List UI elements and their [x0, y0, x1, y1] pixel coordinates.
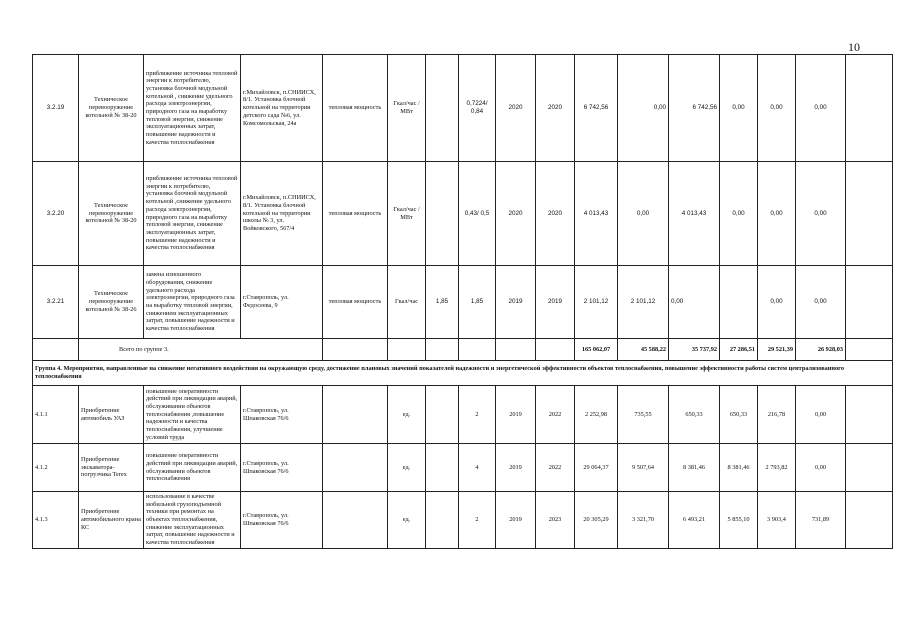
total-cost: 2 101,12: [575, 266, 618, 339]
empty-cell: [323, 492, 388, 549]
quantity: 2: [459, 386, 496, 444]
group-total-2019: 45 588,22: [618, 339, 669, 361]
empty-cell: [846, 55, 893, 162]
start-year: 2020: [496, 162, 536, 266]
measure-purpose: повышение оперативности действий при ликвидации аварий, обслуживании объектов теплоснабжения: [144, 444, 241, 492]
empty-cell: [426, 492, 459, 549]
end-year: 2020: [536, 55, 575, 162]
total-cost: 4 013,43: [575, 162, 618, 266]
table-row: [33, 444, 893, 492]
measure-location: г.Ставрополь, ул. Федосеева, 9: [241, 266, 323, 339]
measure-name: Приобретение автомобиль УАЗ: [79, 386, 144, 444]
table-row: [33, 55, 893, 162]
measure-name: Приобретение автомобильного крана КС: [79, 492, 144, 549]
cost-2019: 0,00: [618, 162, 669, 266]
cost-2022: 0,00: [758, 162, 796, 266]
empty-cell: [846, 444, 893, 492]
empty-cell: [846, 266, 893, 339]
cost-2020: 4 013,43: [669, 162, 720, 266]
cost-2021: [720, 266, 758, 339]
row-number: 4.1.1: [33, 386, 79, 444]
total-cost: 6 742,56: [575, 55, 618, 162]
group-total-label: Всего по группе 3.: [79, 339, 323, 361]
empty-cell: [323, 444, 388, 492]
measure-purpose: замена изношенного оборудования, снижение удельного расхода электроэнергии, природного газа на выработку тепловой энергии, снижением эксплуатационных затрат, повышение надежности и качества теплоснабжения: [144, 266, 241, 339]
cost-2023: 0,00: [796, 444, 846, 492]
empty-cell: [459, 339, 496, 361]
measure-location: г.Ставрополь, ул. Шпаковская 76/6: [241, 444, 323, 492]
measure-unit: ед.: [388, 492, 426, 549]
end-year: 2019: [536, 266, 575, 339]
cost-2020: 0,00: [669, 266, 720, 339]
value-after: 1,85: [459, 266, 496, 339]
group-total-2021: 27 286,51: [720, 339, 758, 361]
empty-cell: [426, 339, 459, 361]
measure-location: г.Михайловск, п.СНИИСХ, 8/1. Установка блочной котельной на территории школы № 3, ул. Войковского, 567/4: [241, 162, 323, 266]
measure-name: Техническое перевооружение котельной № 38-26: [79, 266, 144, 339]
empty-cell: [323, 386, 388, 444]
row-number: 4.1.2: [33, 444, 79, 492]
table-row: [33, 492, 893, 549]
cost-2022: 216,78: [758, 386, 796, 444]
cost-2019: 2 101,12: [618, 266, 669, 339]
measure-characteristic: тепловая мощность: [323, 55, 388, 162]
cost-2023: 0,00: [796, 266, 846, 339]
start-year: 2019: [496, 266, 536, 339]
empty-cell: [536, 339, 575, 361]
group-total-row: [33, 339, 893, 361]
cost-2023: 0,00: [796, 162, 846, 266]
cost-2020: 6 742,56: [669, 55, 720, 162]
measure-unit: Гкал/час / МВт: [388, 55, 426, 162]
group-total-2022: 29 521,39: [758, 339, 796, 361]
cost-2023: 0,00: [796, 55, 846, 162]
value-after: 0,43/ 0,5: [459, 162, 496, 266]
empty-cell: [846, 492, 893, 549]
measure-location: г.Михайловск, п.СНИИСХ, 8/1. Установка блочной котельной на территории детского сада №6, ул. Комсомольская, 24а: [241, 55, 323, 162]
measure-unit: ед.: [388, 386, 426, 444]
measure-purpose: повышение оперативности действий при ликвидации аварий, обслуживании объектов теплоснабжения ,повышение надежности и качества теплоснабжения, улучшение условий труда: [144, 386, 241, 444]
measure-unit: Гкал/час: [388, 266, 426, 339]
group-total-2020: 35 737,92: [669, 339, 720, 361]
group-heading-row: [33, 361, 893, 386]
row-number: 3.2.20: [33, 162, 79, 266]
measure-location: г.Ставрополь, ул. Шпаковская 76/6: [241, 386, 323, 444]
empty-cell: [33, 339, 79, 361]
cost-2021: 5 855,10: [720, 492, 758, 549]
end-year: 2023: [536, 492, 575, 549]
cost-2021: 0,00: [720, 162, 758, 266]
end-year: 2020: [536, 162, 575, 266]
measure-unit: ед.: [388, 444, 426, 492]
quantity: 2: [459, 492, 496, 549]
measure-purpose: использование в качестве мобильной грузоподъемной техники при ремонтах на объектах теплоснабжения, снижение эксплуатационных затрат, повышение надежности и качества теплоснабжения: [144, 492, 241, 549]
total-cost: 2 252,98: [575, 386, 618, 444]
cost-2020: 6 493,21: [669, 492, 720, 549]
total-cost: 20 305,29: [575, 492, 618, 549]
cost-2020: 8 381,46: [669, 444, 720, 492]
page-number: 10: [848, 40, 860, 54]
measure-name: Техническое перевооружение котельной № 38-20: [79, 162, 144, 266]
start-year: 2019: [496, 386, 536, 444]
cost-2022: 0,00: [758, 55, 796, 162]
measure-name: Техническое перевооружение котельной № 38-20: [79, 55, 144, 162]
table-row: [33, 386, 893, 444]
cost-2022: 2 793,82: [758, 444, 796, 492]
end-year: 2022: [536, 386, 575, 444]
cost-2023: 0,00: [796, 386, 846, 444]
measure-characteristic: тепловая мощность: [323, 162, 388, 266]
value-before: 1,85: [426, 266, 459, 339]
table-row: [33, 162, 893, 266]
cost-2023: 731,89: [796, 492, 846, 549]
cost-2019: 3 321,70: [618, 492, 669, 549]
row-number: 3.2.19: [33, 55, 79, 162]
measure-name: Приобретение экскаватора-погрузчика Terex: [79, 444, 144, 492]
measure-unit: Гкал/час / МВт: [388, 162, 426, 266]
measure-purpose: приближение источника тепловой энергии к потребителю, установка блочной модульной котельной ,снижение удельного расхода электроэнергии, природного газа на выработку тепловой энергии, снижение эксплуатационных затрат, повышение надежности и качества теплоснабжения: [144, 162, 241, 266]
empty-cell: [426, 386, 459, 444]
start-year: 2019: [496, 444, 536, 492]
empty-cell: [426, 444, 459, 492]
empty-cell: [323, 339, 388, 361]
row-number: 3.2.21: [33, 266, 79, 339]
measure-purpose: приближение источника тепловой энергии к потребителю, установка блочной модульной котельной , снижение удельного расхода электроэнергии, природного газа на выработку тепловой энергии, снижение эксплуатационных затрат, повышение надежности и качества теплоснабжения: [144, 55, 241, 162]
cost-2019: 0,00: [618, 55, 669, 162]
group-4-title: Группа 4. Мероприятия, направленные на снижение негативного воздействия на окружающую среду, достижение плановых значений показателей надежности и энергетической эффективности объектов теплоснабжения, повышение эффективности работы систем централизованного теплоснабжения: [33, 361, 893, 386]
cost-2019: 735,55: [618, 386, 669, 444]
value-after: 0,7224/ 0,84: [459, 55, 496, 162]
row-number: 4.1.3: [33, 492, 79, 549]
empty-cell: [846, 386, 893, 444]
value-before: [426, 162, 459, 266]
start-year: 2020: [496, 55, 536, 162]
empty-cell: [496, 339, 536, 361]
cost-2021: 8 381,46: [720, 444, 758, 492]
measure-location: г.Ставрополь, ул. Шпаковская 76/6: [241, 492, 323, 549]
cost-2022: 3 903,4: [758, 492, 796, 549]
cost-2020: 650,33: [669, 386, 720, 444]
empty-cell: [846, 339, 893, 361]
cost-2021: 0,00: [720, 55, 758, 162]
quantity: 4: [459, 444, 496, 492]
end-year: 2022: [536, 444, 575, 492]
measure-characteristic: тепловая мощность: [323, 266, 388, 339]
investment-table: [32, 54, 893, 549]
cost-2019: 9 507,64: [618, 444, 669, 492]
table-row: [33, 266, 893, 339]
group-total-2023: 26 928,03: [796, 339, 846, 361]
value-before: [426, 55, 459, 162]
cost-2021: 650,33: [720, 386, 758, 444]
empty-cell: [388, 339, 426, 361]
cost-2022: 0,00: [758, 266, 796, 339]
start-year: 2019: [496, 492, 536, 549]
total-cost: 29 064,37: [575, 444, 618, 492]
empty-cell: [846, 162, 893, 266]
group-total-sum: 165 062,07: [575, 339, 618, 361]
